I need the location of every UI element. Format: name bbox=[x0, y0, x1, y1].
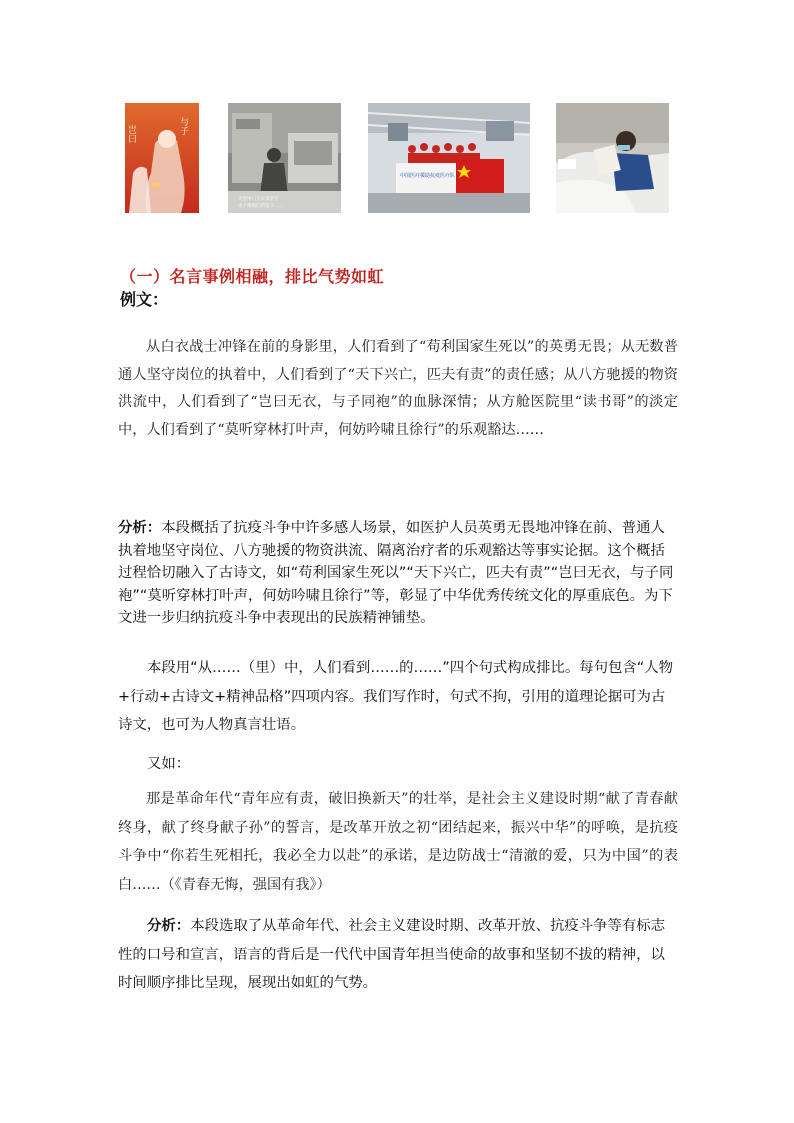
svg-text:与子: 与子 bbox=[178, 117, 188, 135]
analysis-text: 本段选取了从革命年代、社会主义建设时期、改革开放、抗疫斗争等有标志性的口号和宣言，语言的背后是一代代中国青年担当使命的故事和坚韧不拔的精神，以时间顺序排比呈现，展现出如虹的气势。 bbox=[118, 918, 666, 991]
analysis-label: 分析： bbox=[147, 918, 191, 934]
example-label: 例文： bbox=[120, 290, 169, 309]
second-example-paragraph: 那是革命年代“青年应有责，破旧换新天”的壮举，是社会主义建设时期“献了青春献终身，献了终身献子孙”的誓言，是改革开放之初“团结起来，振兴中华”的呼唤，是抗疫斗争中“你若生死相托，我必全力以赴”的承诺，是边防战士“清澈的爱，只为中国”的表白……（《青春无悔，强国有我》） bbox=[118, 791, 678, 893]
analysis-label: 分析： bbox=[118, 520, 162, 536]
analysis-paragraph-2 bbox=[118, 912, 678, 998]
guard-caption-1: 大雪中门卫大爷坚守 bbox=[238, 197, 279, 202]
svg-text:岂曰: 岂曰 bbox=[126, 125, 136, 143]
guard-caption-2: 来个视频们的坚守…… bbox=[238, 204, 283, 209]
reading-patient-image bbox=[556, 103, 669, 213]
guard-snow-image bbox=[228, 103, 341, 213]
banner-text: 中国医疗援助抗疫医疗队 bbox=[400, 173, 456, 179]
analysis-paragraph-1 bbox=[118, 517, 678, 630]
explanation-paragraph: 本段用“从……（里）中，人们看到……的……”四个句式构成排比。每句包含“人物+行动+古诗文+精神品格”四项内容。我们写作时，句式不拘，引用的道理论据可为古诗文，也可为人物真言壮语。 bbox=[118, 660, 674, 733]
analysis-text: 本段概括了抗疫斗争中许多感人场景，如医护人员英勇无畏地冲锋在前、普通人执着地坚守岗位、八方驰援的物资洪流、隔离治疗者的乐观豁达等事实论据。这个概括过程恰切融入了古诗文，如“苟利国家生死以”“天下兴亡，匹夫有责”“岂曰无衣，与子同袍”“莫听穿林打叶声，何妨吟啸且徐行”等，彰显了中华优秀传统文化的厚重底色。为下文进一步归纳抗疫斗争中表现出的民族精神铺垫。 bbox=[118, 520, 674, 626]
medical-team-image bbox=[368, 103, 530, 213]
again-label: 又如： bbox=[147, 756, 191, 772]
example-paragraph: 从白衣战士冲锋在前的身影里，人们看到了“苟利国家生死以”的英勇无畏；从无数普通人坚守岗位的执着中，人们看到了“天下兴亡，匹夫有责”的责任感；从八方驰援的物资洪流中，人们看到了“岂曰无衣，与子同袍”的血脉深情；从方舱医院里“读书哥”的淡定中，人们看到了“莫听穿林打叶声，何妨吟啸且徐行”的乐观豁达…… bbox=[118, 339, 678, 438]
poster-image bbox=[125, 103, 199, 213]
section-heading: （一）名言事例相融，排比气势如虹 bbox=[120, 267, 385, 286]
